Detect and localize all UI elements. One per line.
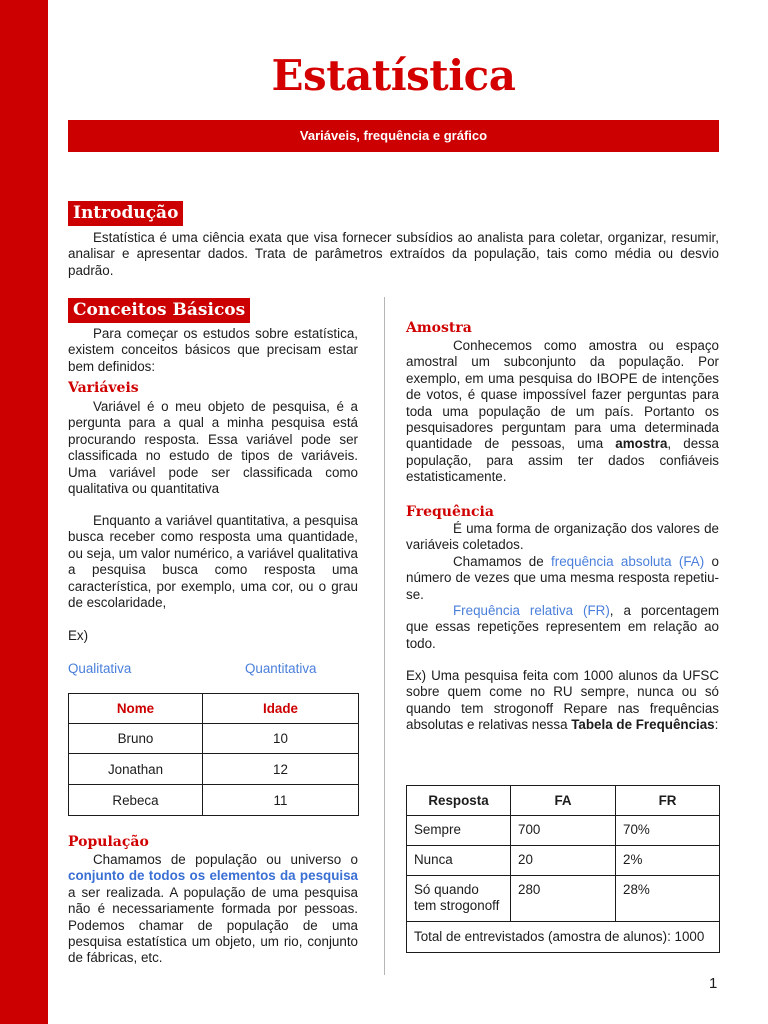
populacao-text-start: Chamamos de população ou universo o [93, 852, 358, 867]
frequency-table [406, 785, 720, 953]
intro-paragraph: Estatística é uma ciência exata que visa fornecer subsídios ao analista para coletar, organizar, resumir, analisar e apresentar dados. Trata de parâmetros extraídos da população, tais como média ou desvio padrão. [68, 230, 719, 278]
subheading-frequencia: Frequência [406, 504, 494, 520]
section-heading-introducao: Introdução [68, 201, 183, 226]
table-row [407, 846, 720, 876]
table-cell-nome: Bruno [69, 724, 203, 754]
table-cell-resposta: Nunca [407, 846, 511, 876]
subtitle-banner: Variáveis, frequência e gráfico [68, 120, 719, 152]
table-cell-fa: 280 [511, 876, 616, 922]
table-cell-fa: 700 [511, 816, 616, 846]
subheading-populacao: População [68, 834, 149, 850]
example-bold-term: Tabela de Frequências [571, 717, 715, 733]
fa-text-end: o número de vezes que uma mesma resposta repetiu-se. [406, 554, 719, 602]
table-cell-nome: Jonathan [69, 754, 203, 785]
left-red-stripe [0, 0, 48, 1024]
table-cell-resposta [407, 876, 511, 922]
table-header-fa: FA [511, 786, 616, 816]
section-heading-conceitos-basicos: Conceitos Básicos [68, 298, 250, 323]
fa-text-start: Chamamos de [453, 554, 552, 569]
table-header-row [407, 786, 720, 816]
table-header-idade: Idade [203, 694, 359, 724]
populacao-paragraph [68, 852, 358, 967]
table-header-row [69, 694, 359, 724]
table-cell-fr: 70% [616, 816, 720, 846]
table-cell-fr: 2% [616, 846, 720, 876]
fr-term: Frequência relativa (FR) [453, 603, 610, 618]
column-divider [384, 297, 385, 975]
page-title: Estatística [271, 51, 516, 100]
table-row [69, 754, 359, 785]
table-cell-idade: 12 [203, 754, 359, 785]
variaveis-paragraph-2: Enquanto a variável quantitativa, a pesquisa busca receber como resposta uma quantidade, ou seja, um valor numérico, a variável qualitativa a pesquisa busca como resposta uma característica, por exemplo, uma cor, ou o grau de escolaridade, [68, 513, 358, 611]
table-cell-idade: 10 [203, 724, 359, 754]
frequencia-relativa-paragraph [406, 603, 719, 652]
fa-term: frequência absoluta (FA) [551, 554, 705, 569]
table-cell-nome: Rebeca [69, 785, 203, 816]
amostra-text-end: , dessa população, para assim ter dados confiáveis estatisticamente. [406, 436, 719, 485]
subheading-variaveis: Variáveis [68, 380, 139, 396]
page-number: 1 [709, 975, 718, 992]
conceitos-paragraph: Para começar os estudos sobre estatística, existem conceitos básicos que precisam estar bem definidos: [68, 326, 358, 374]
table-cell-fr: 28% [616, 876, 720, 922]
table-total-cell: Total de entrevistados (amostra de alunos): 1000 [407, 922, 720, 953]
qualitativa-label: Qualitativa [68, 661, 132, 676]
quantitativa-label: Quantitativa [245, 661, 317, 676]
variaveis-paragraph-1: Variável é o meu objeto de pesquisa, é a pergunta para a qual a minha pesquisa está procurando resposta. Essa variável pode ser classificada no estudo de tipos de variáveis. Uma variável pode ser classificada como qualitativa ou quantitativa [68, 399, 358, 497]
table-row [407, 876, 720, 922]
amostra-text-start: Conhecemos como amostra ou espaço amostral um subconjunto da população. Por exemplo, em uma pesquisa do IBOPE de intenções de votos, é quase impossível fazer perguntas para toda uma população de um país. Portanto os pesquisadores perguntam para uma determinada quantidade de pessoas, uma [406, 338, 719, 452]
table-cell-fa: 20 [511, 846, 616, 876]
subheading-amostra: Amostra [406, 320, 472, 336]
example-paragraph [406, 668, 719, 734]
amostra-paragraph [406, 338, 719, 486]
table-header-fr: FR [616, 786, 720, 816]
table-header-nome: Nome [69, 694, 203, 724]
fr-text-end: , a porcentagem que essas repetições representem em relação ao todo. [406, 603, 719, 651]
table-row [69, 785, 359, 816]
amostra-bold-term: amostra [615, 436, 668, 452]
table-row [69, 724, 359, 754]
frequencia-absoluta-paragraph [406, 554, 719, 603]
table-row [407, 816, 720, 846]
table-cell-resposta: Sempre [407, 816, 511, 846]
frequencia-paragraph-1: É uma forma de organização dos valores de variáveis coletados. [406, 521, 719, 553]
example-text-end: : [714, 717, 719, 733]
example-variables-table [68, 693, 359, 816]
table-header-resposta: Resposta [407, 786, 511, 816]
table-cell-idade: 11 [203, 785, 359, 816]
example-label: Ex) [68, 628, 89, 643]
table-total-row [407, 922, 720, 953]
example-text-start: Ex) Uma pesquisa feita com 1000 alunos da UFSC sobre quem come no RU sempre, nunca ou só quando tem strogonoff Repare nas frequências absolutas e relativas nessa [406, 668, 719, 733]
table-cell-resposta-text: Só quando tem strogonoff [414, 882, 500, 914]
populacao-text-end: a ser realizada. A população de uma pesquisa não é necessariamente formada por pessoas. Podemos chamar de população de uma pesquisa estatística um objeto, um rio, conjunto de fábricas, etc. [68, 884, 358, 966]
populacao-highlight: conjunto de todos os elementos da pesquisa [68, 868, 358, 884]
